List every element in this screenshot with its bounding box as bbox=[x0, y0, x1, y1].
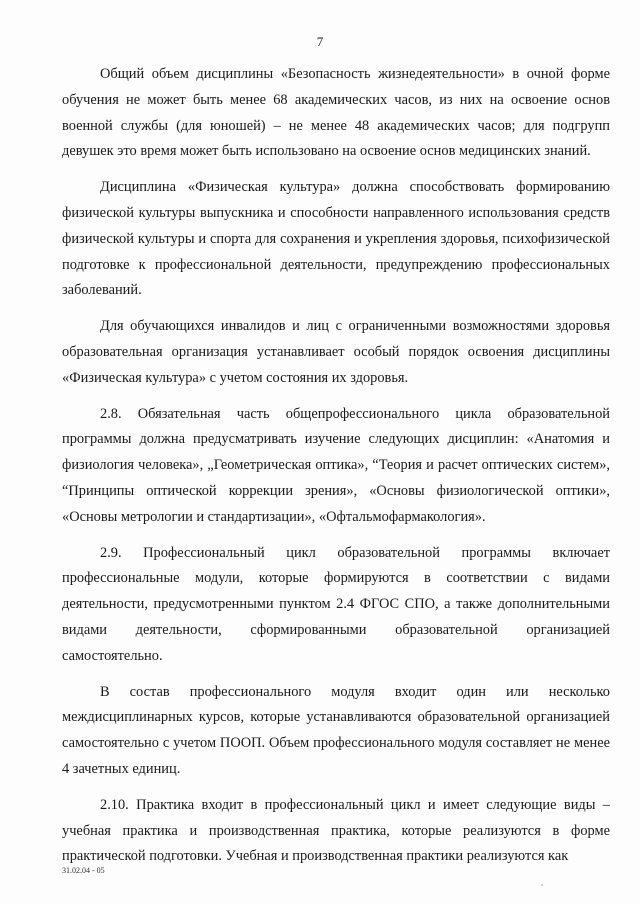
paragraph-2-10: 2.10. Практика входит в профессиональный цикл и имеет следующие виды – учебная практика и производственная практика, которые реализуются в форме практической подготовки. Учебная и производственная практики реализуются как bbox=[62, 796, 610, 865]
document-code: 31.02.04 - 05 bbox=[62, 866, 105, 875]
paragraph-physical-culture: Дисциплина «Физическая культура» должна способствовать формированию физической культуры выпускника и способности направленного использования средств физической культуры и спорта для сохранения и укрепления здоровья, психофизической подготовке к профессиональной деятельности, предупреждению профессиональных заболеваний. bbox=[62, 179, 610, 299]
paragraph-2-9: 2.9. Профессиональный цикл образовательной программы включает профессиональные модули, которые формируются в соответствии с видами деятельности, предусмотренными пунктом 2.4 ФГОС СПО, а также дополнительными видами деятельности, сформированными образовательной организацией самостоятельно. bbox=[62, 544, 610, 664]
paragraph-bzhd-volume: Общий объем дисциплины «Безопасность жизнедеятельности» в очной форме обучения не может быть менее 68 академических часов, из них на освоение основ военной службы (для юношей) – не менее 48 академических часов; для подгрупп девушек это время может быть использовано на освоение основ медицинских знаний. bbox=[62, 66, 610, 160]
paragraph-2-8: 2.8. Обязательная часть общепрофессионального цикла образовательной программы должна предусматривать изучение следующих дисциплин: «Анатомия и физиология человека», „Геометрическая оптика», “Теория и расчет оптических систем», “Принципы оптической коррекции зрения», «Основы физиологической оптики», «Основы метрологии и стандартизации», «Офтальмофармакология». bbox=[62, 405, 610, 525]
page-number: 7 bbox=[316, 34, 324, 49]
scan-speck bbox=[541, 884, 543, 886]
document-body bbox=[62, 62, 610, 880]
paragraph-module-composition: В состав профессионального модуля входит один или несколько междисциплинарных курсов, которые устанавливаются образовательной организацией самостоятельно с учетом ПООП. Объем профессионального модуля составляет не менее 4 зачетных единиц. bbox=[62, 683, 610, 777]
paragraph-disabled-students: Для обучающихся инвалидов и лиц с ограниченными возможностями здоровья образовательная организация устанавливает особый порядок освоения дисциплины «Физическая культура» с учетом состояния их здоровья. bbox=[62, 318, 610, 386]
